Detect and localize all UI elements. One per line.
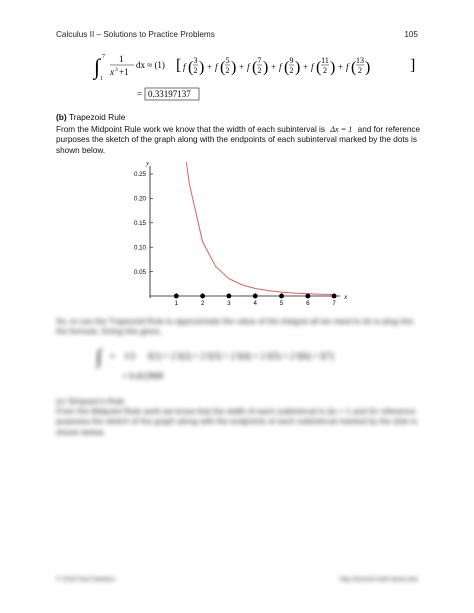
integral-lower: 1 [100, 76, 103, 82]
paren-left: ( [316, 59, 322, 76]
blurred-sum: f(1) + 2 f(2) + 2 f(3) + 2 f(4) + 2 f(5) + 2 f(6) + f(7) [148, 351, 334, 361]
endpoint-dot [174, 294, 179, 299]
term-numerator: 11 [321, 56, 329, 65]
y-tick-label: 0.25 [133, 171, 146, 179]
page-number: 105 [404, 30, 418, 39]
blurred-integral-sign: ∫ [96, 346, 102, 368]
blurred-section-title: (c) Simpson's Rule [56, 397, 125, 406]
f-symbol: f [247, 62, 250, 72]
plus-sign: + [271, 62, 277, 72]
blurred-trapezoid-formula [96, 341, 376, 385]
term-denominator: 2 [193, 66, 198, 75]
integral-upper: 7 [102, 54, 105, 60]
integrand-numerator: 1 [119, 54, 124, 64]
footer-url: http://tutorial.math.lamar.edu [339, 576, 418, 583]
paren-right: ) [330, 59, 336, 76]
paren-left: ( [252, 59, 258, 76]
term-denominator: 2 [358, 66, 362, 75]
y-tick-label: 0.10 [133, 244, 146, 252]
y-axis-label: y [146, 162, 150, 167]
header-title: Calculus II – Solutions to Practice Problems [56, 30, 215, 39]
graph-svg [128, 162, 348, 308]
endpoint-dot [200, 294, 205, 299]
term-denominator: 2 [225, 66, 230, 75]
x-axis-label: x [344, 293, 348, 301]
blurred-coeff: 1/2 [124, 351, 136, 361]
plus-sign: + [239, 62, 245, 72]
blurred-result: = 0.412909 [122, 371, 164, 381]
footer-copyright: © 2018 Paul Dawkins [56, 576, 116, 583]
integrand-plus: +1 [119, 67, 129, 77]
y-tick-label: 0.15 [133, 220, 146, 227]
y-tick-label: 0.05 [133, 268, 146, 276]
paren-right: ) [231, 59, 237, 76]
bracket-right: ] [410, 57, 416, 74]
endpoint-dot [279, 294, 284, 299]
delta-x: Δx = 1 [330, 125, 353, 134]
function-graph [128, 162, 348, 308]
endpoint-dot [305, 294, 310, 299]
f-symbol: f [215, 62, 218, 72]
section-heading [56, 112, 125, 122]
term-denominator: 2 [289, 66, 294, 75]
x-tick-label: 7 [332, 300, 336, 307]
term-numerator: 13 [356, 56, 364, 65]
blurred-paragraph-1: So, to use the Trapezoid Rule to approximate the value of the integral all we need to do is plug into the formula. Doing this gives, [56, 317, 414, 337]
section-title: Trapezoid Rule [68, 112, 126, 122]
f-symbol: f [311, 62, 314, 72]
blurred-approx: ≈ [110, 351, 115, 361]
endpoint-dot [253, 294, 258, 299]
f-symbol: f [183, 62, 186, 72]
x-tick-label: 5 [279, 300, 284, 307]
plus-sign: + [338, 62, 344, 72]
x-tick-label: 1 [174, 300, 179, 307]
y-tick-label: 0.20 [133, 195, 146, 203]
x-tick-label: 3 [227, 300, 231, 307]
paren-right: ) [263, 59, 269, 76]
f-symbol: f [346, 62, 349, 72]
f-symbol: f [279, 62, 282, 72]
result-value: 0.33197137 [148, 89, 191, 99]
term-numerator: 7 [257, 56, 262, 65]
x-tick-label: 4 [253, 300, 257, 307]
paren-right: ) [365, 59, 371, 76]
integral-sign: ∫ [94, 54, 101, 79]
x-tick-label: 2 [200, 300, 205, 307]
bracket-left: [ [176, 57, 182, 74]
plus-sign: + [303, 62, 309, 72]
dx-approx: dx ≈ (1) [136, 60, 165, 70]
paren-right: ) [199, 59, 205, 76]
section-label: (b) [56, 112, 67, 122]
endpoint-dot [332, 294, 337, 299]
term-denominator: 2 [257, 66, 262, 75]
integrand-exp: 3 [115, 67, 118, 73]
blurred-paragraph-2: From the Midpoint Rule work we know that the width of each subinterval is Δx = 1 and for reference purposes the sketch of the graph along with the endpoints of each subinterval marked by the dots is shown below. [56, 407, 417, 437]
para-before: From the Midpoint Rule work we know that the width of each subinterval is [56, 125, 325, 134]
blurred-formula-svg [96, 341, 376, 385]
midpoint-formula-svg [92, 50, 422, 106]
equals-sign: = [137, 89, 143, 99]
x-tick-label: 6 [306, 300, 310, 307]
plus-sign: + [207, 62, 213, 72]
midpoint-formula [92, 50, 422, 106]
term-numerator: 9 [289, 56, 294, 65]
term-numerator: 5 [225, 56, 230, 65]
endpoint-dot [227, 294, 232, 299]
paren-left: ( [351, 59, 357, 76]
para-after: and for reference purposes the sketch of the graph along with the endpoints of each subinterval marked by the dots is shown below. [56, 125, 421, 155]
term-denominator: 2 [323, 66, 327, 75]
function-curve [186, 162, 334, 295]
integrand-var: x [110, 67, 114, 77]
term-numerator: 3 [193, 56, 198, 65]
paren-right: ) [295, 59, 301, 76]
paren-left: ( [220, 59, 226, 76]
term-group [183, 56, 370, 76]
paren-left: ( [188, 59, 194, 76]
intro-paragraph [56, 125, 424, 156]
paren-left: ( [284, 59, 290, 76]
